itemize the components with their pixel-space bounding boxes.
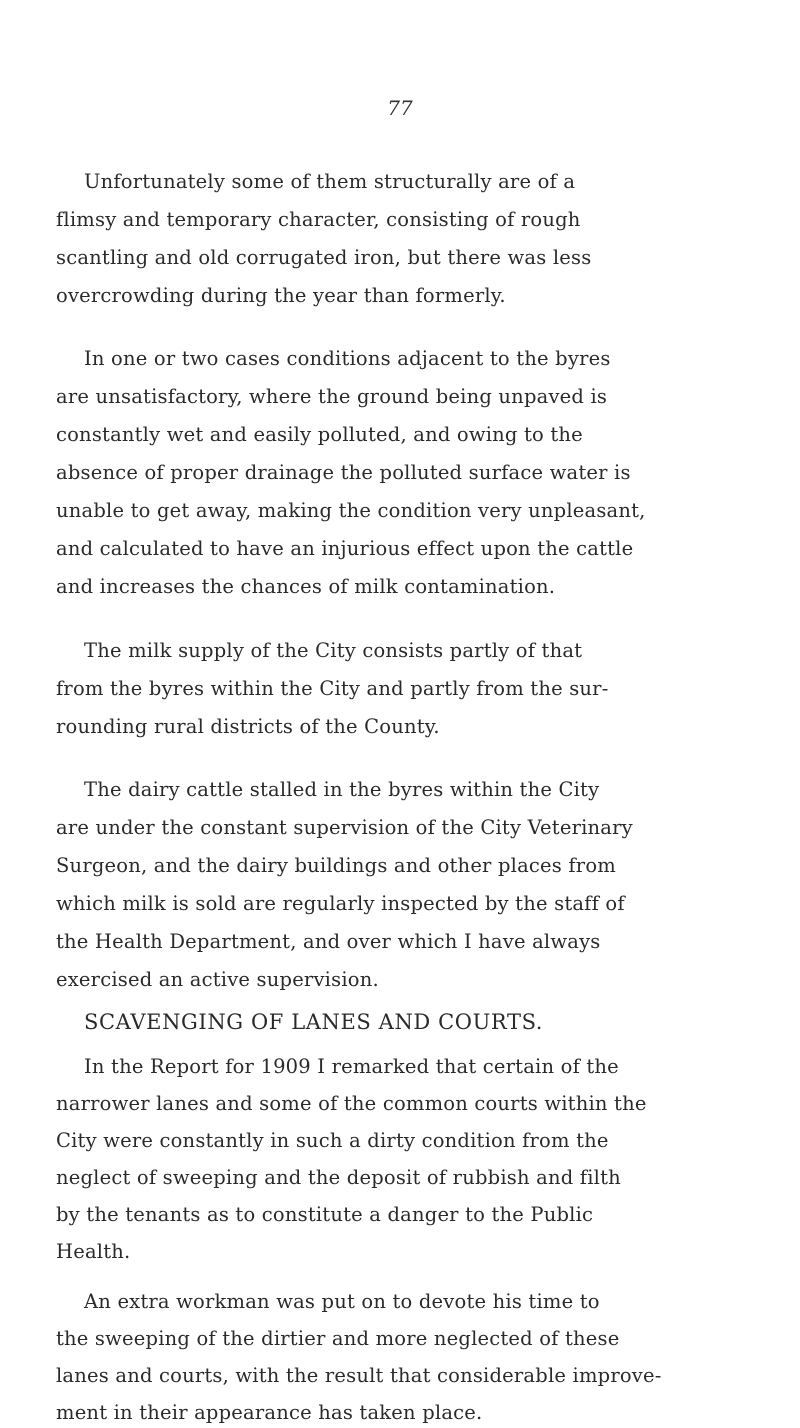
text-line: the sweeping of the dirtier and more neglected of these xyxy=(56,1327,620,1350)
text-line: narrower lanes and some of the common courts within the xyxy=(56,1092,647,1115)
text-line: rounding rural districts of the County. xyxy=(56,715,440,738)
text-line: and calculated to have an injurious effect upon the cattle xyxy=(56,537,634,560)
section-heading: SCAVENGING OF LANES AND COURTS. xyxy=(84,1010,544,1034)
text-line: neglect of sweeping and the deposit of rubbish and filth xyxy=(56,1166,621,1189)
text-line: In one or two cases conditions adjacent to the byres xyxy=(84,347,611,370)
text-line: scantling and old corrugated iron, but there was less xyxy=(56,246,592,269)
text-line: Health. xyxy=(56,1240,131,1263)
page-number: 77 xyxy=(387,96,413,120)
text-line: absence of proper drainage the polluted surface water is xyxy=(56,461,631,484)
text-line: which milk is sold are regularly inspected by the staff of xyxy=(56,892,625,915)
text-line: City were constantly in such a dirty condition from the xyxy=(56,1129,609,1152)
text-line: flimsy and temporary character, consisting of rough xyxy=(56,208,581,231)
text-line: constantly wet and easily polluted, and owing to the xyxy=(56,423,583,446)
text-line: are unsatisfactory, where the ground being unpaved is xyxy=(56,385,608,408)
text-line: The dairy cattle stalled in the byres within the City xyxy=(84,778,600,801)
text-line: An extra workman was put on to devote his time to xyxy=(84,1290,600,1313)
text-line: the Health Department, and over which I have always xyxy=(56,930,601,953)
text-line: ment in their appearance has taken place. xyxy=(56,1401,483,1424)
text-line: Surgeon, and the dairy buildings and other places from xyxy=(56,854,616,877)
text-line: The milk supply of the City consists partly of that xyxy=(84,639,583,662)
text-line: In the Report for 1909 I remarked that certain of the xyxy=(84,1055,619,1078)
text-line: from the byres within the City and partly from the sur- xyxy=(56,677,609,700)
text-line: lanes and courts, with the result that considerable improve- xyxy=(56,1364,662,1387)
text-line: Unfortunately some of them structurally are of a xyxy=(84,170,576,193)
text-line: by the tenants as to constitute a danger to the Public xyxy=(56,1203,594,1226)
text-line: overcrowding during the year than formerly. xyxy=(56,284,506,307)
text-line: unable to get away, making the condition very unpleasant, xyxy=(56,499,646,522)
text-line: exercised an active supervision. xyxy=(56,968,379,991)
text-line: and increases the chances of milk contamination. xyxy=(56,575,556,598)
text-line: are under the constant supervision of the City Veterinary xyxy=(56,816,633,839)
